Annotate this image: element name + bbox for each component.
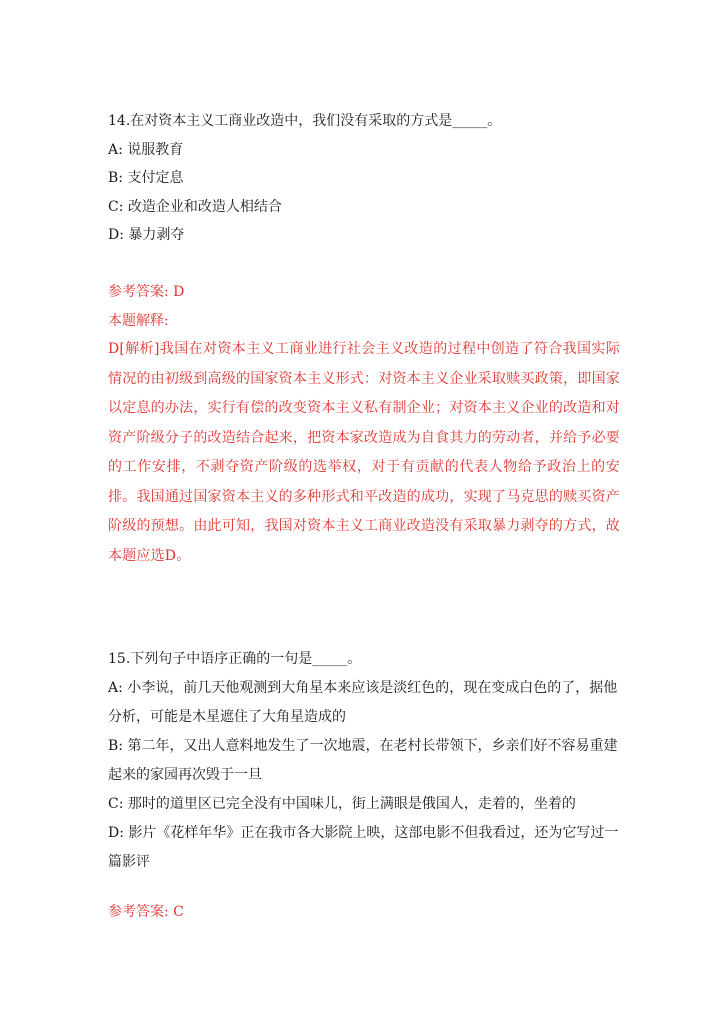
option-a: A: 说服教育 bbox=[108, 141, 184, 158]
answer-section-14 bbox=[108, 278, 620, 571]
option-b: B: 第二年，又出人意料地发生了一次地震，在老村长带领下，乡亲们好不容易重建起来的家园再次毁于一旦 bbox=[108, 737, 618, 783]
explanation-title: 本题解释: bbox=[108, 312, 169, 329]
option-d: D: 暴力剥夺 bbox=[108, 227, 185, 243]
option-list bbox=[108, 136, 620, 250]
question-stem: 15.下列句子中语序正确的一句是_____。 bbox=[108, 651, 362, 667]
option-c: C: 那时的道里区已完全没有中国味儿，街上满眼是俄国人，走着的，坐着的 bbox=[108, 795, 576, 812]
option-d: D: 影片《花样年华》正在我市各大影院上映，这部电影不但我看过，还为它写过一篇影评 bbox=[108, 824, 619, 870]
answer-label: 参考答案: D bbox=[108, 284, 185, 300]
option-a: A: 小李说，前几天他观测到大角星本来应该是淡红色的，现在变成白色的了，据他分析，可能是木星遮住了大角星造成的 bbox=[108, 679, 618, 725]
question-15 bbox=[108, 645, 620, 877]
explanation-text: D[解析]我国在对资本主义工商业进行社会主义改造的过程中创造了符合我国实际情况的由初级到高级的国家资本主义形式：对资本主义企业采取赎买政策，即国家以定息的办法，实行有偿的改变资本主义私有制企业；对资本主义企业的改造和对资产阶级分子的改造结合起来，把资本家改造成为自食其力的劳动者，并给予必要的工作安排，不剥夺资产阶级的选举权，对于有贡献的代表人物给予政治上的安排。我国通过国家资本主义的多种形式和平改造的成功，实现了马克思的赎买资产阶级的预想。由此可知，我国对资本主义工商业改造没有采取暴力剥夺的方式，故本题应选D。 bbox=[108, 341, 620, 564]
answer-label: 参考答案: C bbox=[108, 904, 184, 920]
answer-section-15 bbox=[108, 898, 620, 927]
option-b: B: 支付定息 bbox=[108, 170, 184, 186]
option-list bbox=[108, 674, 620, 877]
question-14 bbox=[108, 107, 620, 250]
question-stem: 14.在对资本主义工商业改造中，我们没有采取的方式是_____。 bbox=[108, 113, 502, 129]
option-c: C: 改造企业和改造人相结合 bbox=[108, 198, 282, 215]
